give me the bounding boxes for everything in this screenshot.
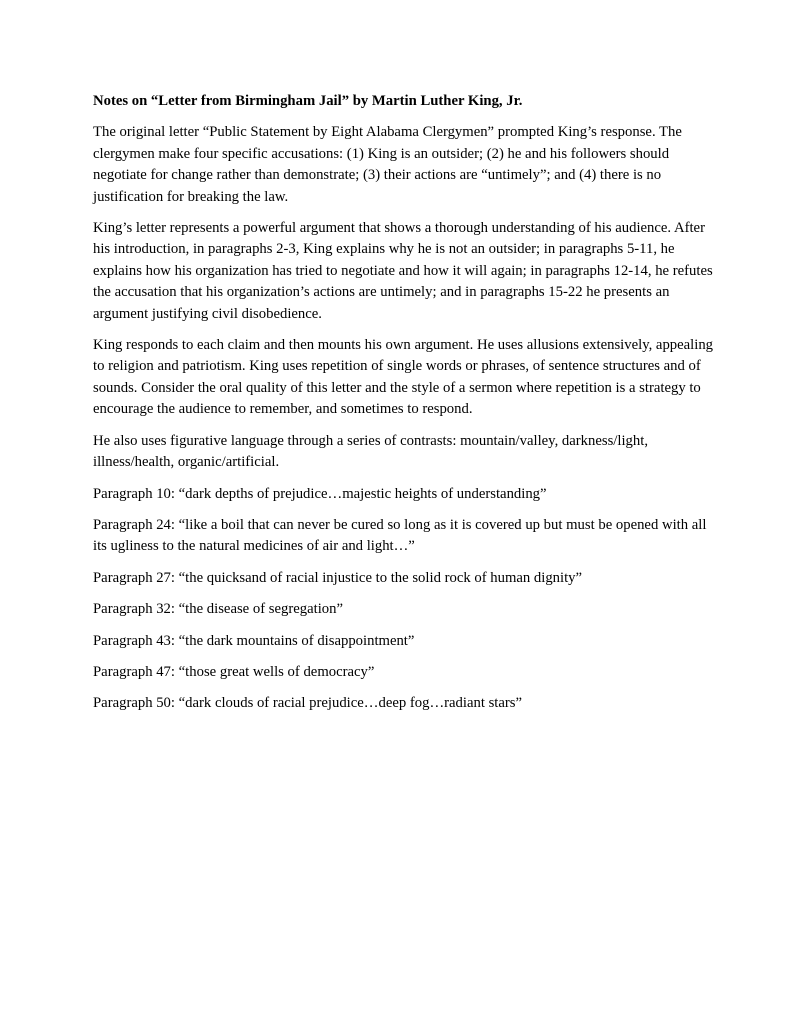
paragraph-accusations: The original letter “Public Statement by Eight Alabama Clergymen” prompted King’s response. The clergymen make four specific accusations: (1) King is an outsider; (2) he and his followers should negotiate for change rather than demonstrate; (3) their actions are “untimely”; and (4) there is no justification for breaking the law. [93, 124, 682, 205]
quote-paragraph-43: Paragraph 43: “the dark mountains of disappointment” [93, 632, 415, 649]
quote-paragraph-47: Paragraph 47: “those great wells of democracy” [93, 663, 375, 680]
quote-paragraph-10: Paragraph 10: “dark depths of prejudice…majestic heights of understanding” [93, 485, 547, 502]
quote-paragraph-27: Paragraph 27: “the quicksand of racial injustice to the solid rock of human dignity” [93, 569, 583, 586]
quote-paragraph-50: Paragraph 50: “dark clouds of racial prejudice…deep fog…radiant stars” [93, 695, 523, 712]
quote-paragraph-32: Paragraph 32: “the disease of segregation” [93, 601, 343, 618]
document-page [93, 91, 713, 725]
document-title: Notes on “Letter from Birmingham Jail” by Martin Luther King, Jr. [93, 93, 523, 109]
quote-paragraph-24: Paragraph 24: “like a boil that can never be cured so long as it is covered up but must be opened with all its ugliness to the natural medicines of air and light…” [93, 516, 707, 555]
paragraph-rhetoric: King responds to each claim and then mounts his own argument. He uses allusions extensively, appealing to religion and patriotism. King uses repetition of single words or phrases, of sentence structures and of sounds. Consider the oral quality of this letter and the style of a sermon where repetition is a strategy to encourage the audience to remember, and sometimes to respond. [93, 337, 714, 418]
paragraph-structure: King’s letter represents a powerful argument that shows a thorough understanding of his audience. After his introduction, in paragraphs 2-3, King explains why he is not an outsider; in paragraphs 5-11, he explains how his organization has tried to negotiate and how it will again; in paragraphs 12-14, he refutes the accusation that his organization’s actions are untimely; and in paragraphs 15-22 he presents an argument justifying civil disobedience. [93, 220, 713, 322]
paragraph-figurative-language: He also uses figurative language through a series of contrasts: mountain/valley, darkness/light, illness/health, organic/artificial. [93, 432, 648, 471]
